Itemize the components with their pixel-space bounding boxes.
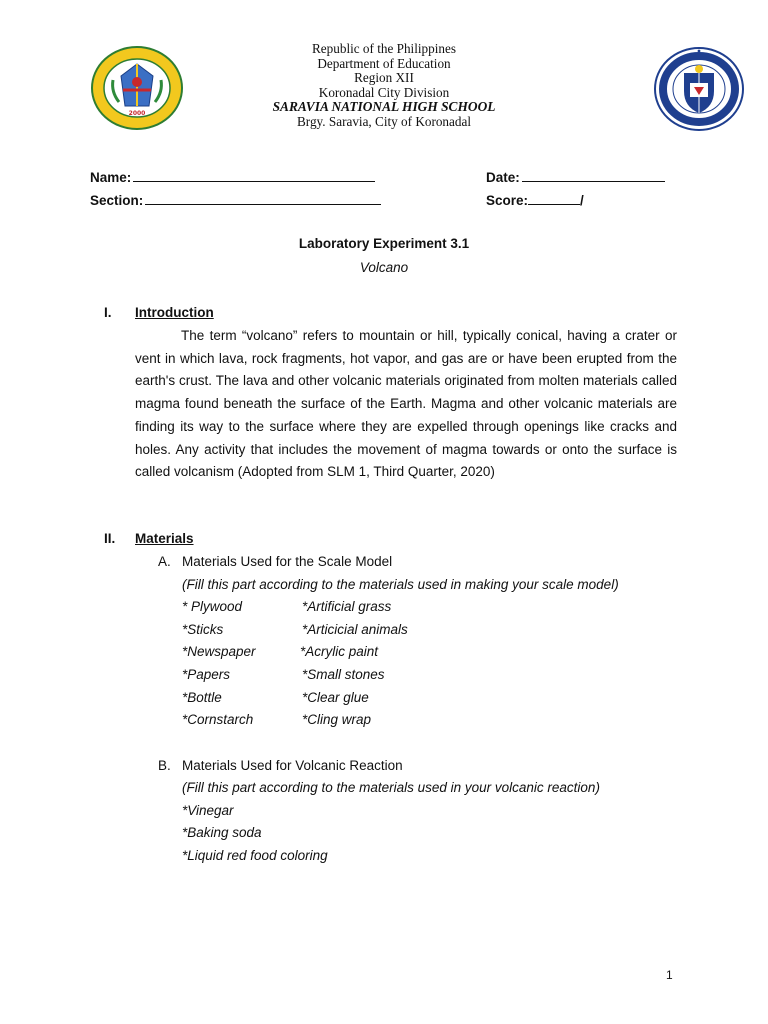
list-item: *Liquid red food coloring <box>182 848 328 863</box>
section-label: Section: <box>90 193 144 208</box>
score-label: Score: <box>486 193 529 208</box>
material-col2: *Cling wrap <box>302 712 372 727</box>
header-school-name: SARAVIA NATIONAL HIGH SCHOOL <box>272 99 496 115</box>
subsection-a-label: A. <box>158 554 171 569</box>
name-blank-line[interactable] <box>133 169 375 182</box>
header-line-division: Koronadal City Division <box>318 84 450 100</box>
list-item <box>182 622 408 637</box>
section-title-materials: Materials <box>135 531 194 546</box>
list-item <box>182 690 369 705</box>
list-item <box>182 712 372 727</box>
section-blank-line[interactable] <box>145 192 381 205</box>
letterhead <box>0 42 768 130</box>
header-line-region: Region XII <box>354 70 414 86</box>
list-item <box>182 599 392 614</box>
subsection-b-label: B. <box>158 758 171 773</box>
list-item: *Vinegar <box>182 803 234 818</box>
section-number-materials: II. <box>104 531 116 546</box>
subsection-b-title: Materials Used for Volcanic Reaction <box>182 758 403 773</box>
deped-seal-logo <box>654 47 744 131</box>
material-col1: *Papers <box>182 667 231 682</box>
name-field[interactable] <box>90 169 375 185</box>
score-suffix: / <box>580 193 584 208</box>
date-field[interactable] <box>486 169 665 185</box>
date-label: Date: <box>486 170 520 185</box>
material-col2: *Articicial animals <box>302 622 408 637</box>
subsection-a-title: Materials Used for the Scale Model <box>182 554 393 569</box>
name-label: Name: <box>90 170 132 185</box>
material-col2: *Clear glue <box>302 690 369 705</box>
date-blank-line[interactable] <box>522 169 665 182</box>
section-title-intro: Introduction <box>135 305 214 320</box>
list-item <box>182 667 385 682</box>
material-col2: *Small stones <box>302 667 385 682</box>
material-col1: *Newspaper <box>182 644 256 659</box>
material-col1: *Bottle <box>182 690 222 705</box>
section-field[interactable] <box>90 192 381 208</box>
material-col2: *Acrylic paint <box>300 644 379 659</box>
material-col1: *Cornstarch <box>182 712 254 727</box>
score-field[interactable] <box>486 192 584 208</box>
material-col1: * Plywood <box>182 599 243 614</box>
list-item <box>182 644 379 659</box>
header-address: Brgy. Saravia, City of Koronadal <box>297 113 471 129</box>
header-line-department: Department of Education <box>317 55 451 71</box>
introduction-text: The term “volcano” refers to mountain or hill, typically conical, having a crater or vent in which lava, rock fragments, hot vapor, and gas are or have been erupted from the earth's crust. The lava and other volcanic materials originated from molten materials called magma found beneath the surface of the Earth. Magma and other volcanic materials are finding its way to the surface where they are expelled through openings like cracks and holes. Any activity that includes the movement of magma towards or onto the surface is called volcanism (Adopted from SLM 1, Third Quarter, 2020) <box>135 328 677 480</box>
page-number: 1 <box>666 968 673 982</box>
score-blank-line[interactable] <box>528 192 580 205</box>
material-col2: *Artificial grass <box>302 599 392 614</box>
experiment-title: Laboratory Experiment 3.1 <box>298 236 470 251</box>
experiment-subtitle: Volcano <box>359 260 409 275</box>
subsection-b-note: (Fill this part according to the materials used in your volcanic reaction) <box>182 780 600 795</box>
seal-year: 2000 <box>128 110 146 117</box>
list-item: *Baking soda <box>182 825 262 840</box>
introduction-paragraph <box>135 325 677 484</box>
subsection-a-note: (Fill this part according to the materials used in making your scale model) <box>182 577 619 592</box>
section-number-intro: I. <box>104 305 112 320</box>
material-col1: *Sticks <box>182 622 224 637</box>
header-line-republic: Republic of the Philippines <box>312 41 456 56</box>
